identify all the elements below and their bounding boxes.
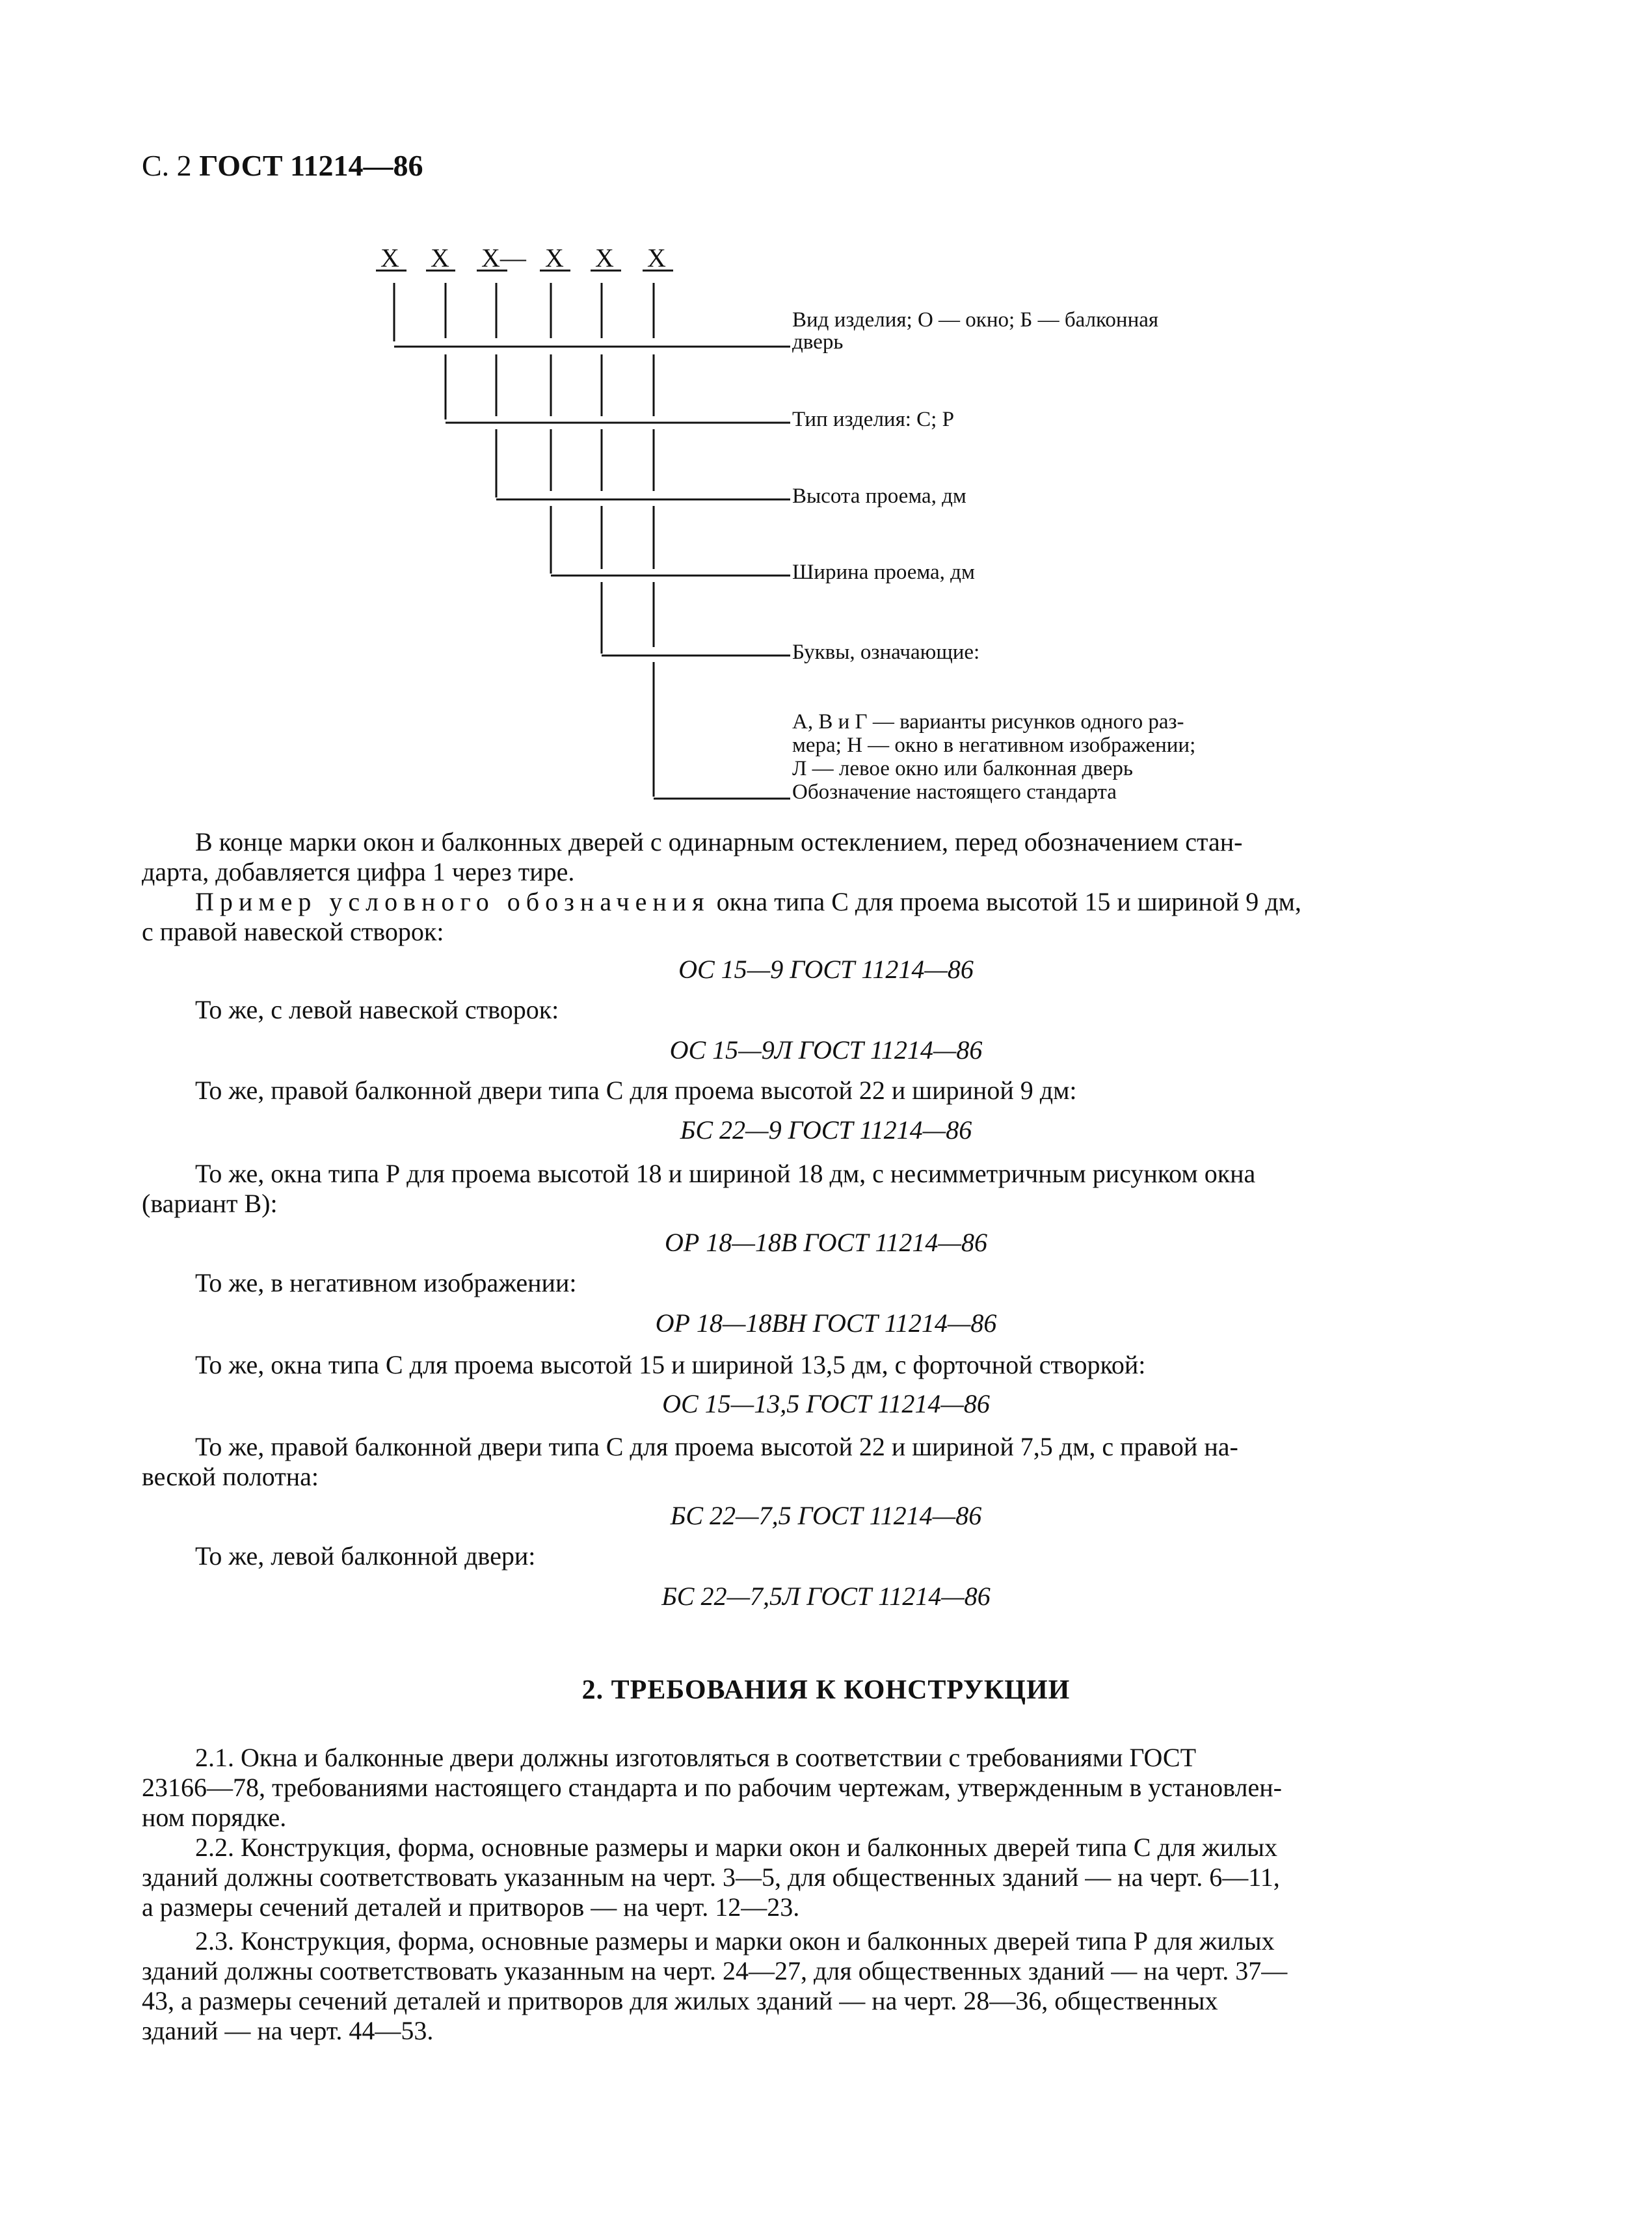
text-2: То же, с левой навеской створок: — [195, 995, 559, 1024]
text-4-line-1: То же, окна типа Р для проема высотой 18 и шириной 18 дм, с несимметричным рисунком окна — [195, 1159, 1256, 1188]
text-7-line-2: веской полотна: — [142, 1462, 319, 1491]
para-2-3-line-2: зданий должны соответствовать указанным на черт. 24—27, для общественных зданий — на черт. 37— — [142, 1956, 1288, 1985]
para-2-3-line-4: зданий — на черт. 44—53. — [142, 2016, 434, 2045]
label-letters: Буквы, означающие: — [792, 641, 980, 664]
designation-code-8: БС 22—7,5Л ГОСТ 11214—86 — [661, 1582, 991, 1611]
text-8: То же, левой балконной двери: — [195, 1541, 536, 1571]
text-6: То же, окна типа С для проема высотой 15 и шириной 13,5 дм, с форточной створкой: — [195, 1350, 1146, 1379]
para-2-1-line-3: ном порядке. — [142, 1803, 287, 1832]
text-3: То же, правой балконной двери типа С для проема высотой 22 и шириной 9 дм: — [195, 1076, 1077, 1105]
example-lead: Пример условного обозначения — [195, 887, 710, 916]
para-2-2-line-1: 2.2. Конструкция, форма, основные размеры и марки окон и балконных дверей типа С для жилых — [195, 1833, 1278, 1862]
text-4-line-2: (вариант В): — [142, 1189, 278, 1218]
para-1-line-2: дарта, добавляется цифра 1 через тире. — [142, 857, 575, 886]
diagram-lines — [376, 271, 790, 799]
para-2-3-line-3: 43, а размеры сечений деталей и притворов для жилых зданий — на черт. 28—36, общественных — [142, 1986, 1218, 2015]
standard-number: ГОСТ 11214—86 — [199, 149, 423, 182]
label-variants-2: мера; Н — окно в негативном изображении; — [792, 734, 1196, 757]
designation-code-3: БС 22—9 ГОСТ 11214—86 — [680, 1115, 972, 1145]
template-char-3: Х— — [481, 243, 526, 272]
designation-code-5: ОР 18—18ВН ГОСТ 11214—86 — [655, 1308, 997, 1338]
para-1-line-1: В конце марки окон и балконных дверей с одинарным остеклением, перед обозначением стан- — [195, 827, 1243, 856]
para-2-2-line-3: а размеры сечений деталей и притворов — на черт. 12—23. — [142, 1892, 800, 1922]
label-variants-3: Л — левое окно или балконная дверь — [792, 757, 1133, 780]
designation-code-6: ОС 15—13,5 ГОСТ 11214—86 — [662, 1389, 990, 1418]
template-char-5: Х — [595, 243, 614, 272]
label-kind: Вид изделия; О — окно; Б — балконная — [792, 308, 1159, 332]
label-standard: Обозначение настоящего стандарта — [792, 780, 1117, 804]
designation-code-2: ОС 15—9Л ГОСТ 11214—86 — [669, 1035, 983, 1065]
designation-code-4: ОР 18—18В ГОСТ 11214—86 — [665, 1228, 987, 1257]
example-line-2: с правой навеской створок: — [142, 917, 444, 946]
template-char-2: Х — [431, 243, 449, 272]
label-width: Ширина проема, дм — [792, 561, 975, 584]
text-7-line-1: То же, правой балконной двери типа С для проема высотой 22 и шириной 7,5 дм, с правой на- — [195, 1432, 1238, 1461]
example-line-1 — [195, 887, 1301, 917]
template-char-6: Х — [647, 243, 666, 272]
section-title: 2. ТРЕБОВАНИЯ К КОНСТРУКЦИИ — [581, 1675, 1071, 1705]
text-5: То же, в негативном изображении: — [195, 1268, 577, 1297]
page-number: С. 2 — [142, 149, 192, 182]
label-kind-cont: дверь — [792, 330, 844, 354]
label-type: Тип изделия: С; Р — [792, 408, 954, 431]
para-2-2-line-2: зданий должны соответствовать указанным на черт. 3—5, для общественных зданий — на черт. 6—11, — [142, 1863, 1280, 1892]
example-rest: окна типа С для проема высотой 15 и шириной 9 дм, — [710, 887, 1301, 916]
label-height: Высота проема, дм — [792, 484, 966, 508]
template-char-1: Х — [380, 243, 399, 272]
designation-code-7: БС 22—7,5 ГОСТ 11214—86 — [670, 1501, 982, 1530]
template-char-4: Х — [545, 243, 564, 272]
label-variants-1: А, В и Г — варианты рисунков одного раз- — [792, 710, 1184, 734]
designation-code-1: ОС 15—9 ГОСТ 11214—86 — [678, 955, 974, 984]
para-2-3-line-1: 2.3. Конструкция, форма, основные размеры и марки окон и балконных дверей типа Р для жилых — [195, 1926, 1275, 1956]
para-2-1-line-2: 23166—78, требованиями настоящего стандарта и по рабочим чертежам, утвержденным в установлен- — [142, 1773, 1282, 1802]
para-2-1-line-1: 2.1. Окна и балконные двери должны изготовляться в соответствии с требованиями ГОСТ — [195, 1743, 1197, 1772]
